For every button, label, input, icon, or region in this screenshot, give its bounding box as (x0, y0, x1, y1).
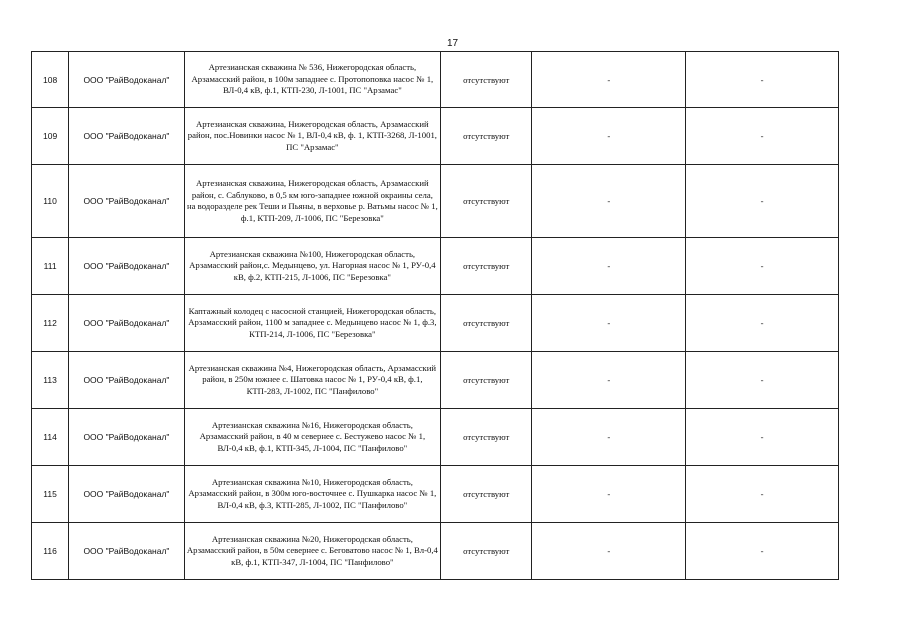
page-number: 17 (446, 38, 459, 49)
status-cell: отсутствуют (441, 352, 532, 409)
facility-description: Артезианская скважина № 536, Нижегородская область, Арзамасский район, в 100м западнее с. Протопоповка насос № 1, ВЛ-0,4 кВ, ф.1, КТП-230, Л-1001, ПС "Арзамас" (184, 52, 440, 108)
status-cell: отсутствуют (441, 52, 532, 108)
value-cell: - (686, 295, 839, 352)
value-cell: - (686, 108, 839, 165)
status-cell: отсутствуют (441, 108, 532, 165)
table-row (32, 466, 839, 523)
row-number: 112 (32, 295, 69, 352)
water-facilities-table (31, 51, 839, 580)
value-cell: - (532, 165, 686, 238)
organization-name: ООО "РайВодоканал" (69, 523, 185, 580)
value-cell: - (532, 523, 686, 580)
value-cell: - (686, 165, 839, 238)
table-row (32, 108, 839, 165)
table-row (32, 238, 839, 295)
row-number: 111 (32, 238, 69, 295)
table-row (32, 295, 839, 352)
row-number: 114 (32, 409, 69, 466)
status-cell: отсутствуют (441, 466, 532, 523)
value-cell: - (532, 238, 686, 295)
organization-name: ООО "РайВодоканал" (69, 165, 185, 238)
value-cell: - (532, 352, 686, 409)
table-row (32, 523, 839, 580)
value-cell: - (686, 466, 839, 523)
table-row (32, 52, 839, 108)
status-cell: отсутствуют (441, 295, 532, 352)
value-cell: - (686, 52, 839, 108)
status-cell: отсутствуют (441, 523, 532, 580)
facility-description: Каптажный колодец с насосной станцией, Нижегородская область, Арзамасский район, 1100 м западнее с. Медынцево насос № 1, ф.3, КТП-214, Л-1006, ПС "Березовка" (184, 295, 440, 352)
row-number: 110 (32, 165, 69, 238)
status-cell: отсутствуют (441, 409, 532, 466)
value-cell: - (532, 52, 686, 108)
status-cell: отсутствуют (441, 165, 532, 238)
facility-description: Артезианская скважина №20, Нижегородская область, Арзамасский район, в 50м севернее с. Беговатово насос № 1, Вл-0,4 кВ, ф.1, КТП-347, Л-1004, ПС "Панфилово" (184, 523, 440, 580)
value-cell: - (686, 523, 839, 580)
value-cell: - (532, 295, 686, 352)
facility-description: Артезианская скважина №4, Нижегородская область, Арзамасский район, в 250м южнее с. Шатовка насос № 1, РУ-0,4 кВ, ф.1, КТП-283, Л-1002, ПС "Панфилово" (184, 352, 440, 409)
value-cell: - (686, 238, 839, 295)
facility-description: Артезианская скважина, Нижегородская область, Арзамасский район, пос.Новинки насос № 1, ВЛ-0,4 кВ, ф. 1, КТП-3268, Л-1001, ПС "Арзамас" (184, 108, 440, 165)
facility-description: Артезианская скважина №16, Нижегородская область, Арзамасский район, в 40 м севернее с. Бестужево насос № 1, ВЛ-0,4 кВ, ф.1, КТП-345, Л-1004, ПС "Панфилово" (184, 409, 440, 466)
row-number: 108 (32, 52, 69, 108)
status-cell: отсутствуют (441, 238, 532, 295)
row-number: 116 (32, 523, 69, 580)
row-number: 109 (32, 108, 69, 165)
value-cell: - (532, 466, 686, 523)
facility-description: Артезианская скважина, Нижегородская область, Арзамасский район, с. Саблуково, в 0,5 км юго-западнее южной окраины села, на водоразделе рек Теши и Пьяны, в верховье р. Ватьмы насос № 1, ф.1, КТП-209, Л-1006, ПС "Березовка" (184, 165, 440, 238)
organization-name: ООО "РайВодоканал" (69, 352, 185, 409)
organization-name: ООО "РайВодоканал" (69, 52, 185, 108)
row-number: 113 (32, 352, 69, 409)
facility-description: Артезианская скважина №10, Нижегородская область, Арзамасский район, в 300м юго-восточнее с. Пушкарка насос № 1, ВЛ-0,4 кВ, ф.3, КТП-285, Л-1002, ПС "Панфилово" (184, 466, 440, 523)
organization-name: ООО "РайВодоканал" (69, 466, 185, 523)
value-cell: - (532, 409, 686, 466)
value-cell: - (532, 108, 686, 165)
organization-name: ООО "РайВодоканал" (69, 409, 185, 466)
value-cell: - (686, 409, 839, 466)
value-cell: - (686, 352, 839, 409)
facility-description: Артезианская скважина №100, Нижегородская область, Арзамасский район,с. Медынцево, ул. Нагорная насос № 1, РУ-0,4 кВ, ф.2, КТП-215, Л-1006, ПС "Березовка" (184, 238, 440, 295)
table-row (32, 165, 839, 238)
row-number: 115 (32, 466, 69, 523)
table-row (32, 409, 839, 466)
organization-name: ООО "РайВодоканал" (69, 238, 185, 295)
table-row (32, 352, 839, 409)
organization-name: ООО "РайВодоканал" (69, 295, 185, 352)
organization-name: ООО "РайВодоканал" (69, 108, 185, 165)
